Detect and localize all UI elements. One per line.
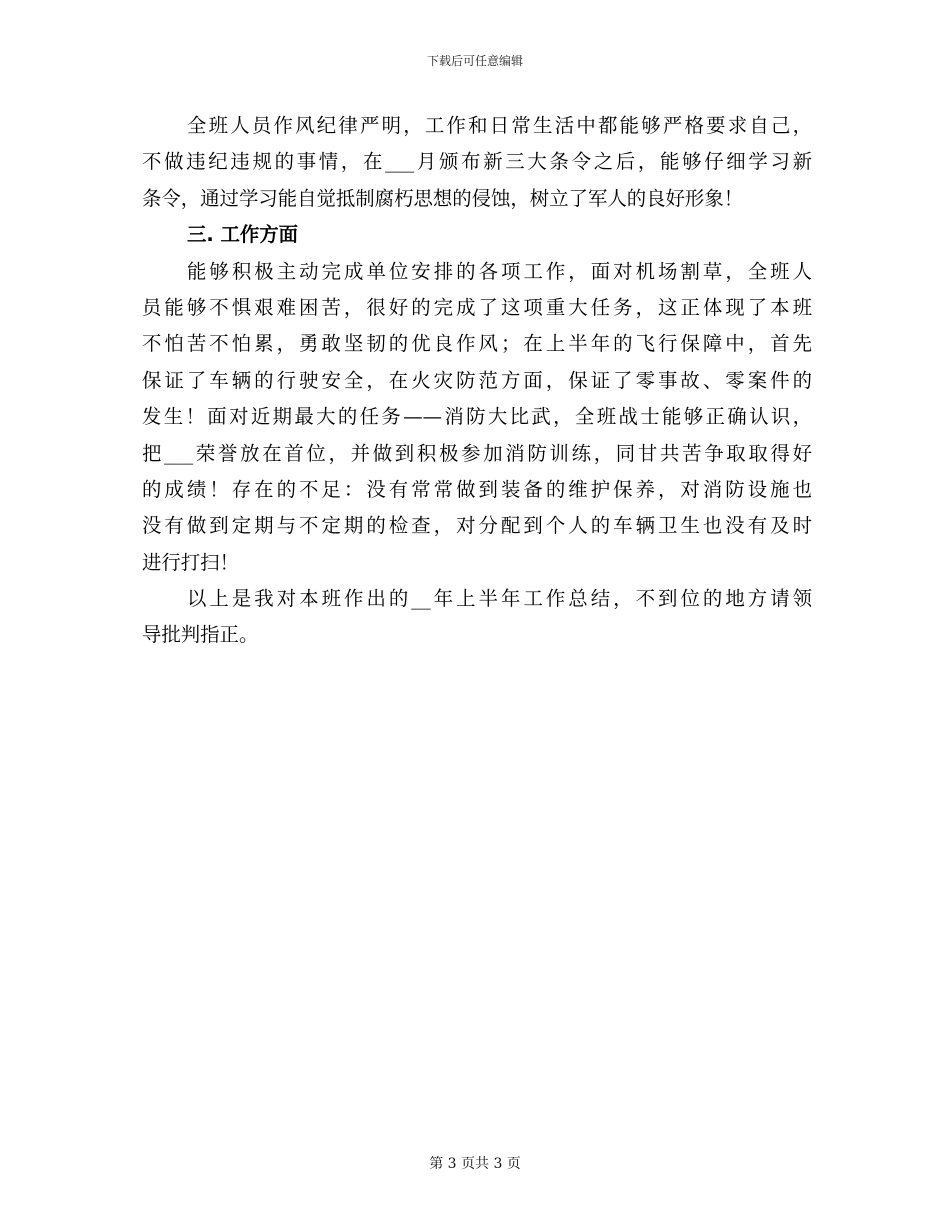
text-line: 发生！面对近期最大的任务——消防大比武，全班战士能够正确认识， (142, 405, 812, 429)
text-line: 保证了车辆的行驶安全，在火灾防范方面，保证了零事故、零案件的 (142, 368, 812, 392)
text-line: 能够积极主动完成单位安排的各项工作，面对机场割草，全班人 (187, 259, 812, 283)
text-line: 的成绩！存在的不足：没有常常做到装备的维护保养，对消防设施也 (142, 477, 812, 501)
document-body (142, 108, 812, 654)
section-heading-work: 三. 工作方面 (187, 223, 299, 247)
text-line: 以上是我对本班作出的__年上半年工作总结，不到位的地方请领 (187, 587, 812, 611)
paragraph-summary (142, 581, 812, 654)
text-line: 条令，通过学习能自觉抵制腐朽思想的侵蚀，树立了军人的良好形象！ (142, 186, 744, 210)
paragraph-work (142, 254, 812, 582)
page-footer: 第 3 页共 3 页 (429, 1156, 521, 1172)
text-line: 全班人员作风纪律严明，工作和日常生活中都能够严格要求自己， (187, 114, 812, 137)
text-line: 导批判指正。 (142, 623, 259, 647)
page-header: 下载后可任意编辑 (426, 54, 523, 68)
text-line: 不做违纪违规的事情，在___月颁布新三大条令之后，能够仔细学习新 (142, 150, 812, 174)
text-line: 员能够不惧艰难困苦，很好的完成了这项重大任务，这正体现了本班 (142, 295, 812, 319)
paragraph-discipline (142, 108, 812, 217)
text-line: 没有做到定期与不定期的检查，对分配到个人的车辆卫生也没有及时 (142, 514, 812, 538)
text-line: 进行打扫！ (142, 550, 239, 574)
text-line: 把___荣誉放在首位，并做到积极参加消防训练，同甘共苦争取取得好 (142, 441, 812, 465)
text-line: 不怕苦不怕累，勇敢坚韧的优良作风；在上半年的飞行保障中，首先 (142, 332, 812, 356)
